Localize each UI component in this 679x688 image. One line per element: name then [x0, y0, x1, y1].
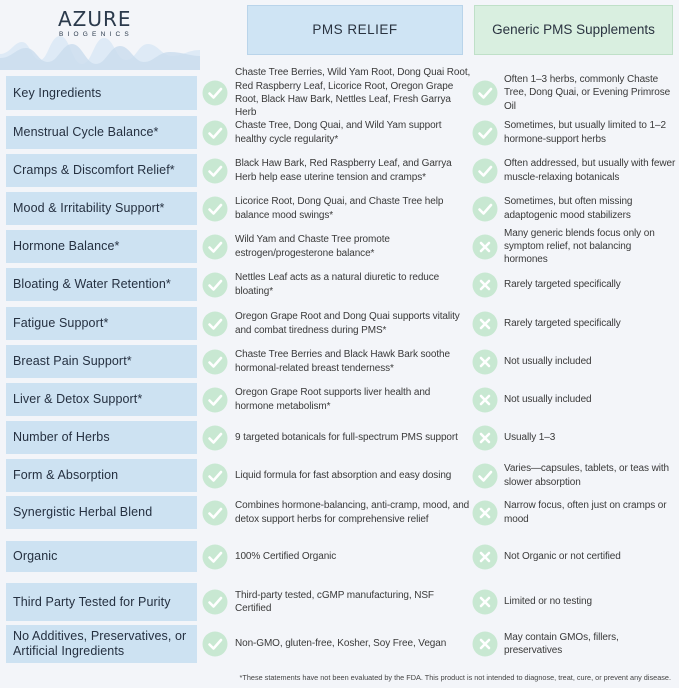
cross-icon	[472, 500, 498, 526]
brand-tagline: BIOGENICS	[59, 31, 133, 38]
table-row	[0, 192, 679, 225]
check-icon	[472, 196, 498, 222]
generic-cell-text: Not usually included	[504, 355, 592, 367]
cross-icon	[472, 272, 498, 298]
cross-icon	[472, 589, 498, 615]
generic-cell-text: Often 1–3 herbs, commonly Chaste Tree, Dong Quai, or Evening Primrose Oil	[504, 74, 671, 112]
check-icon	[472, 158, 498, 184]
check-icon	[202, 544, 228, 570]
table-row	[0, 583, 679, 621]
product-cell-text: Wild Yam and Chaste Tree promote estrogen/progesterone balance*	[235, 234, 390, 259]
check-icon	[472, 120, 498, 146]
row-label: Synergistic Herbal Blend	[6, 496, 197, 529]
product-cell-text: Licorice Root, Dong Quai, and Chaste Tree help balance mood swings*	[235, 196, 444, 221]
row-label: Menstrual Cycle Balance*	[6, 116, 197, 149]
row-label: Organic	[6, 541, 197, 572]
cross-icon	[472, 631, 498, 657]
table-row	[0, 307, 679, 340]
cross-icon	[472, 544, 498, 570]
generic-cell-text: Limited or no testing	[504, 596, 592, 608]
check-icon	[202, 425, 228, 451]
table-row	[0, 383, 679, 416]
product-cell-text: Liquid formula for fast absorption and easy dosing	[235, 469, 452, 481]
product-cell-text: Chaste Tree Berries and Black Hawk Bark soothe hormonal-related breast tenderness*	[235, 349, 450, 374]
table-row	[0, 227, 679, 266]
check-icon	[202, 387, 228, 413]
check-icon	[202, 349, 228, 375]
fda-disclaimer: *These statements have not been evaluated by the FDA. This product is not intended to diagnose, treat, cure, or prevent any disease.	[239, 673, 671, 682]
check-icon	[202, 631, 228, 657]
check-icon	[472, 80, 498, 106]
row-label: Form & Absorption	[6, 459, 197, 492]
product-cell-text: Black Haw Bark, Red Raspberry Leaf, and Garrya Herb help ease uterine tension and cramps*	[235, 158, 452, 183]
row-label: Bloating & Water Retention*	[6, 268, 197, 301]
generic-cell-text: Sometimes, but often missing adaptogenic mood stabilizers	[504, 196, 633, 221]
generic-cell-text: Narrow focus, often just on cramps or mood	[504, 500, 667, 525]
check-icon	[202, 272, 228, 298]
table-row	[0, 154, 679, 187]
column-header-generic: Generic PMS Supplements	[474, 5, 673, 55]
generic-cell-text: Many generic blends focus only on symptom relief, not balancing hormones	[504, 227, 655, 266]
table-row	[0, 268, 679, 301]
product-cell-text: 9 targeted botanicals for full-spectrum PMS support	[235, 431, 458, 443]
product-cell-text: Oregon Grape Root and Dong Quai supports vitality and combat tiredness during PMS*	[235, 311, 460, 336]
brand-logo	[0, 0, 200, 70]
row-label: Fatigue Support*	[6, 307, 197, 340]
check-icon	[202, 234, 228, 260]
check-icon	[202, 311, 228, 337]
table-row	[0, 345, 679, 378]
column-header-product: PMS RELIEF	[247, 5, 463, 55]
product-cell-text: 100% Certified Organic	[235, 550, 337, 562]
row-label: Key Ingredients	[6, 76, 197, 110]
check-icon	[202, 500, 228, 526]
row-label: Third Party Tested for Purity	[6, 583, 197, 621]
brand-name: AZURE	[58, 7, 132, 31]
cross-icon	[472, 234, 498, 260]
row-label: Number of Herbs	[6, 421, 197, 454]
table-row	[0, 541, 679, 572]
cross-icon	[472, 387, 498, 413]
row-label: Cramps & Discomfort Relief*	[6, 154, 197, 187]
table-row	[0, 625, 679, 663]
product-cell-text: Chaste Tree Berries, Wild Yam Root, Dong Quai Root, Red Raspberry Leaf, Licorice Root, Oregon Grape Root, Black Haw Bark, Nettles Leaf, Fresh Garrya Herb	[235, 67, 471, 119]
generic-cell-text: May contain GMOs, fillers, preservatives	[504, 631, 619, 656]
table-row	[0, 421, 679, 454]
generic-cell-text: Not Organic or not certified	[504, 550, 621, 562]
row-label: Liver & Detox Support*	[6, 383, 197, 416]
table-row	[0, 67, 679, 119]
cross-icon	[472, 349, 498, 375]
generic-cell-text: Often addressed, but usually with fewer muscle-relaxing botanicals	[504, 158, 676, 183]
check-icon	[202, 120, 228, 146]
row-label: No Additives, Preservatives, or Artificial Ingredients	[6, 625, 197, 663]
row-label: Hormone Balance*	[6, 230, 197, 263]
product-cell-text: Nettles Leaf acts as a natural diuretic to reduce bloating*	[235, 272, 440, 297]
check-icon	[202, 80, 228, 106]
generic-cell-text: Usually 1–3	[504, 431, 556, 443]
table-row	[0, 496, 679, 529]
check-icon	[202, 463, 228, 489]
product-cell-text: Chaste Tree, Dong Quai, and Wild Yam support healthy cycle regularity*	[235, 120, 442, 145]
check-icon	[202, 196, 228, 222]
check-icon	[202, 158, 228, 184]
product-cell-text: Oregon Grape Root supports liver health and hormone metabolism*	[235, 387, 431, 412]
check-icon	[202, 589, 228, 615]
table-row	[0, 459, 679, 492]
product-cell-text: Non-GMO, gluten-free, Kosher, Soy Free, Vegan	[235, 638, 447, 650]
row-label: Breast Pain Support*	[6, 345, 197, 378]
product-cell-text: Combines hormone-balancing, anti-cramp, mood, and detox support herbs for comprehensive relief	[235, 500, 470, 525]
table-row	[0, 116, 679, 149]
product-cell-text: Third-party tested, cGMP manufacturing, NSF Certified	[235, 589, 434, 614]
generic-cell-text: Rarely targeted specifically	[504, 317, 621, 329]
row-label: Mood & Irritability Support*	[6, 192, 197, 225]
cross-icon	[472, 311, 498, 337]
generic-cell-text: Sometimes, but usually limited to 1–2 hormone-support herbs	[504, 120, 666, 145]
generic-cell-text: Varies—capsules, tablets, or teas with slower absorption	[504, 463, 669, 488]
cross-icon	[472, 425, 498, 451]
generic-cell-text: Rarely targeted specifically	[504, 278, 621, 290]
generic-cell-text: Not usually included	[504, 393, 592, 405]
check-icon	[472, 463, 498, 489]
